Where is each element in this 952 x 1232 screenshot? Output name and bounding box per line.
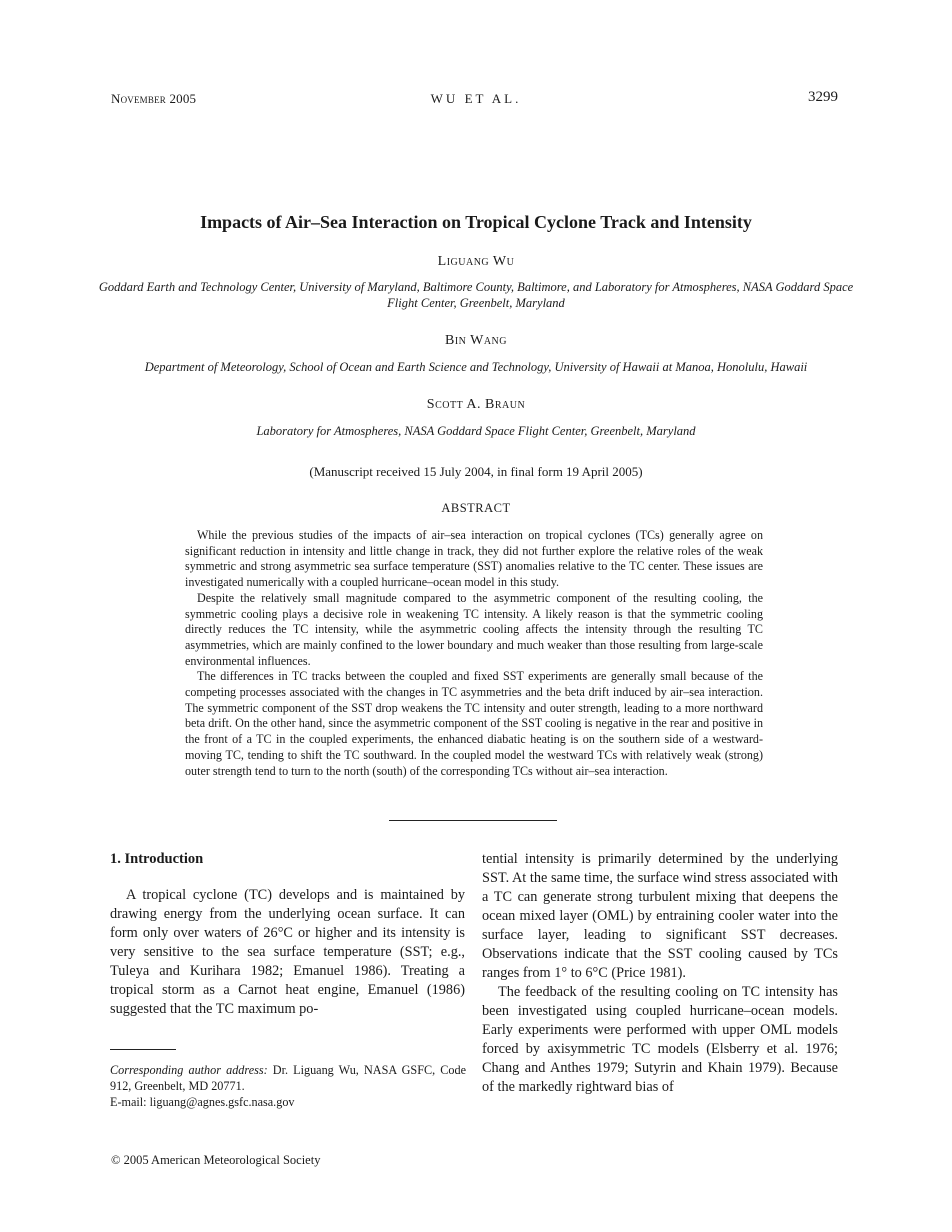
author-affiliation: Laboratory for Atmospheres, NASA Goddard Space Flight Center, Greenbelt, Maryland [256,424,696,438]
abstract-heading: ABSTRACT [441,501,511,515]
body-paragraph: The feedback of the resulting cooling on TC intensity has been investigated using coupled hurricane–ocean models. Early experiments were performed with upper OML models forced by axisymmetric TC models (Elsberry et al. 1976; Chang and Anthes 1979; Sutyrin and Khain 1979). Because of the markedly rightward bias of [482,984,838,1095]
paper-title: Impacts of Air–Sea Interaction on Tropical Cyclone Track and Intensity [200,212,752,232]
author-name: Bin Wang [444,333,507,348]
author-affiliation: Goddard Earth and Technology Center, University of Maryland, Baltimore County, Baltimore, and Laboratory for Atmospheres, NASA Goddard Space Flight Center, Greenbelt, Maryland [98,280,854,310]
copyright: © 2005 American Meteorological Society [111,1153,321,1167]
abstract-body [185,528,763,779]
page-number: 3299 [808,89,838,105]
footnote-email: E-mail: liguang@agnes.gsfc.nasa.gov [110,1095,295,1109]
running-header-date: November 2005 [111,91,197,106]
abstract-paragraph: Despite the relatively small magnitude compared to the asymmetric component of the resulting cooling, the symmetric cooling plays a decisive role in weakening TC intensity. A likely reason is that the symmetric cooling directly reduces the TC intensity, while the asymmetric cooling affects the intensity through the resulting TC asymmetries, which are mainly confined to the lower boundary and much weaker than those resulting from large-scale environmental influences. [185,590,763,668]
section-divider [389,820,557,821]
abstract-paragraph: While the previous studies of the impacts of air–sea interaction on tropical cyclones (TCs) generally agree on significant reduction in intensity and little change in track, they did not further explore the relative roles of the weak symmetric and strong asymmetric sea surface temperature (SST) anomalies relative to the TC center. These issues are investigated numerically with a coupled hurricane–ocean model in this study. [185,528,763,590]
section-heading: 1. Introduction [110,851,204,867]
right-column [482,850,838,1097]
body-paragraph: tential intensity is primarily determined by the underlying SST. At the same time, the surface wind stress associated with a TC can generate strong turbulent mixing that deepens the ocean mixed layer (OML) by entraining cooler water into the surface layer, leading to significant SST decreases. Observations indicate that the SST cooling caused by TCs ranges from 1° to 6°C (Price 1981). [482,851,838,981]
author-name: Scott A. Braun [426,397,526,412]
manuscript-dates: (Manuscript received 15 July 2004, in final form 19 April 2005) [309,464,643,479]
footnote-address: Dr. Liguang Wu, NASA GSFC, Code 912, Greenbelt, MD 20771. [110,1063,467,1093]
author-name: Liguang Wu [437,254,515,269]
footnote [110,1062,466,1110]
footnote-label: Corresponding author address: [110,1063,268,1077]
body-paragraph: A tropical cyclone (TC) develops and is maintained by drawing energy from the underlying ocean surface. It can form only over waters of 26°C or higher and its intensity is very sensitive to the sea surface temperature (SST; e.g., Tuleya and Kurihara 1982; Emanuel 1986). Treating a tropical storm as a Carnot heat engine, Emanuel (1986) suggested that the TC maximum po- [110,887,465,1017]
abstract-paragraph: The differences in TC tracks between the coupled and fixed SST experiments are generally small because of the competing processes associated with the changes in TC asymmetries and the beta drift induced by air–sea interaction. The symmetric component of the SST drop weakens the TC intensity and outer strength, leading to a more northward beta drift. On the other hand, since the asymmetric component of the SST cooling is negative in the rear and positive in the front of a TC in the coupled experiments, the enhanced diabatic heating is on the southern side of a westward-moving TC, tending to shift the TC southward. In the coupled model the westward TCs with relatively weak (strong) outer strength tend to turn to the north (south) of the corresponding TCs without air–sea interaction. [185,669,763,778]
left-column [110,850,465,1019]
footnote-rule [110,1049,176,1050]
running-header-authors: WU ET AL. [430,91,522,106]
author-affiliation: Department of Meteorology, School of Ocean and Earth Science and Technology, University of Hawaii at Manoa, Honolulu, Hawaii [144,360,808,374]
